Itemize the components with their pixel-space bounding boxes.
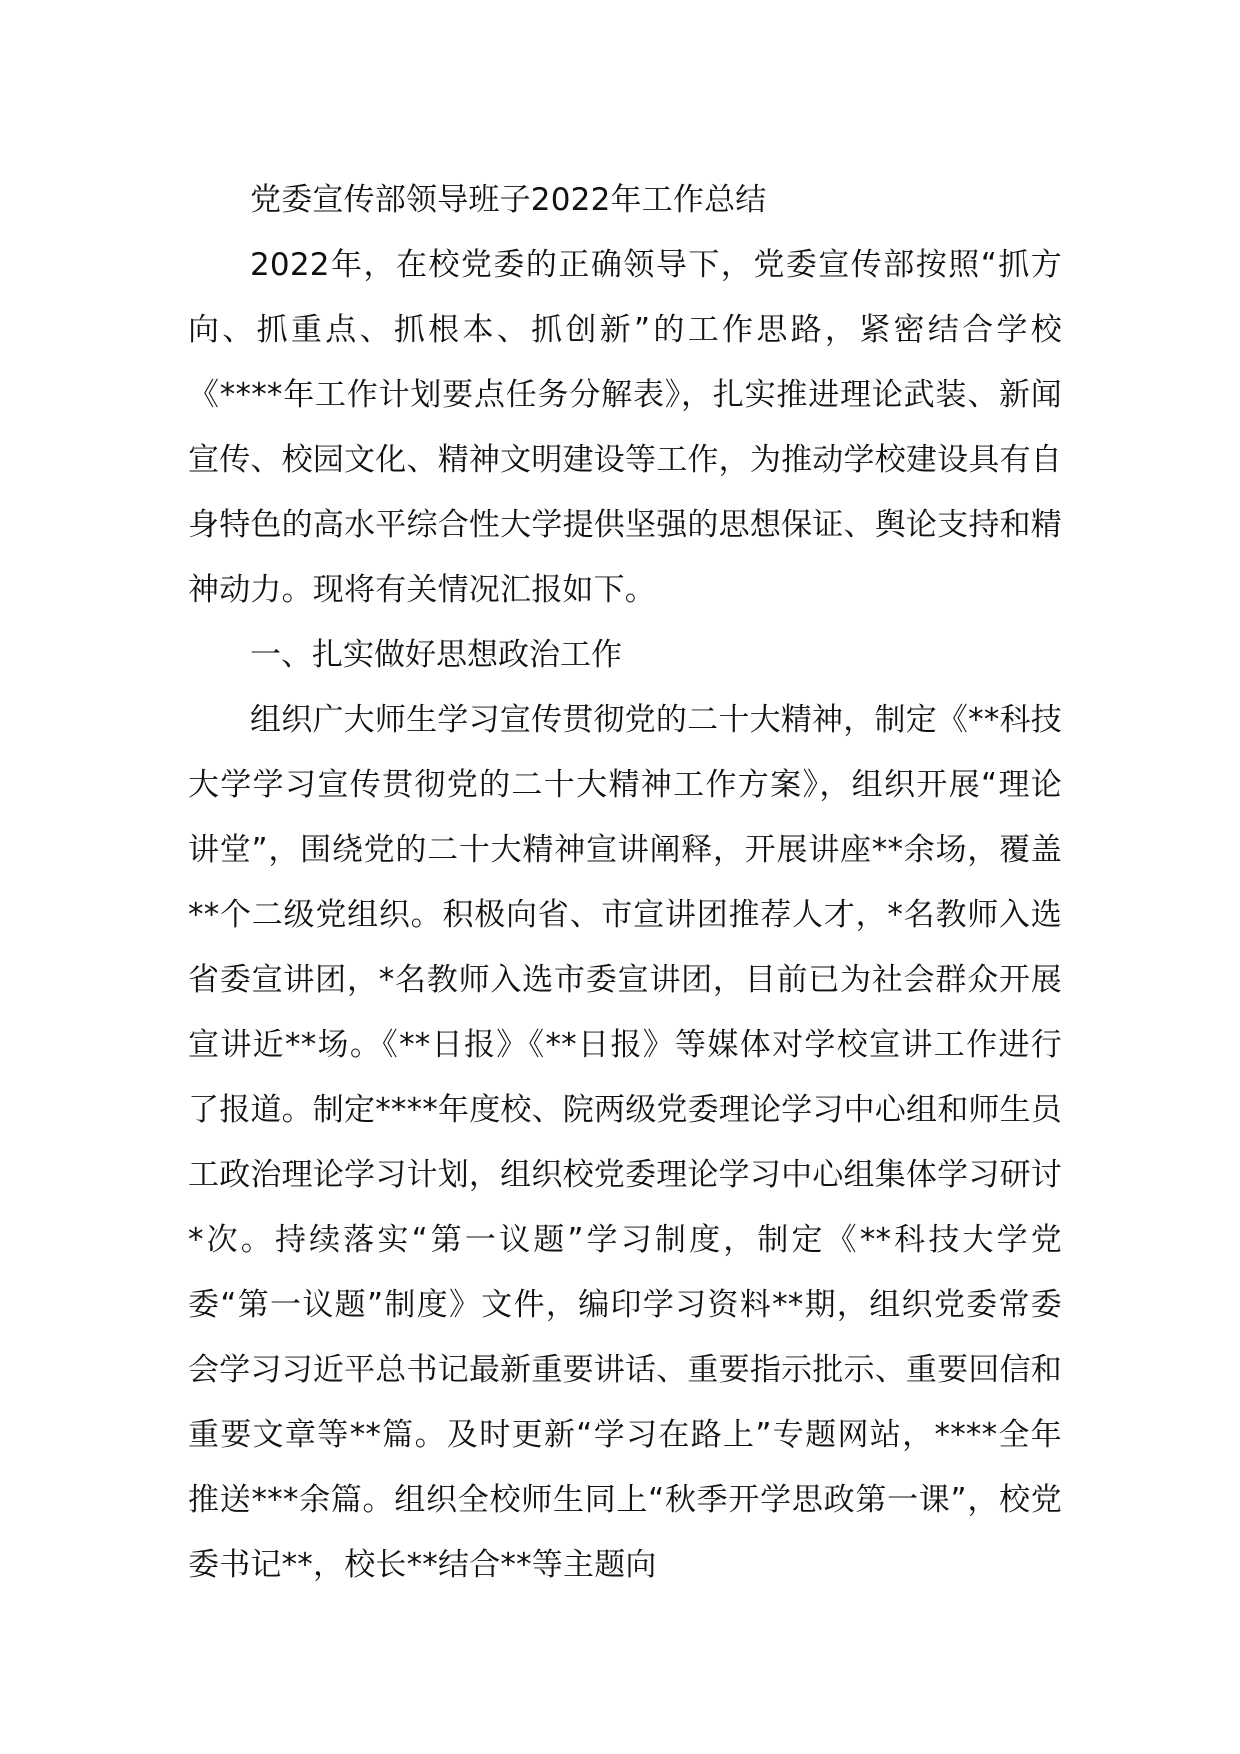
intro-paragraph: 2022年，在校党委的正确领导下，党委宣传部按照“抓方向、抓重点、抓根本、抓创新”的工作思路，紧密结合学校《****年工作计划要点任务分解表》，扎实推进理论武装、新闻宣传、校园文化、精神文明建设等工作，为推动学校建设具有自身特色的高水平综合性大学提供坚强的思想保证、舆论支持和精神动力。现将有关情况汇报如下。 (188, 247, 1062, 608)
body-paragraph: 组织广大师生学习宣传贯彻党的二十大精神，制定《**科技大学学习宣传贯彻党的二十大精神工作方案》，组织开展“理论讲堂”，围绕党的二十大精神宣讲阐释，开展讲座**余场，覆盖**个二级党组织。积极向省、市宣讲团推荐人才，*名教师入选省委宣讲团，*名教师入选市委宣讲团，目前已为社会群众开展宣讲近**场。《**日报》《**日报》等媒体对学校宣讲工作进行了报道。制定****年度校、院两级党委理论学习中心组和师生员工政治理论学习计划，组织校党委理论学习中心组集体学习研讨*次。持续落实“第一议题”学习制度，制定《**科技大学党委“第一议题”制度》文件，编印学习资料**期，组织党委常委会学习习近平总书记最新重要讲话、重要指示批示、重要回信和重要文章等**篇。及时更新“学习在路上”专题网站，****全年推送***余篇。组织全校师生同上“秋季开学思政第一课”，校党委书记**，校长**结合**等主题向 (188, 702, 1062, 1583)
document-body (188, 168, 1062, 1598)
document-title: 党委宣传部领导班子2022年工作总结 (250, 182, 767, 218)
section-heading: 一、扎实做好思想政治工作 (250, 637, 622, 673)
